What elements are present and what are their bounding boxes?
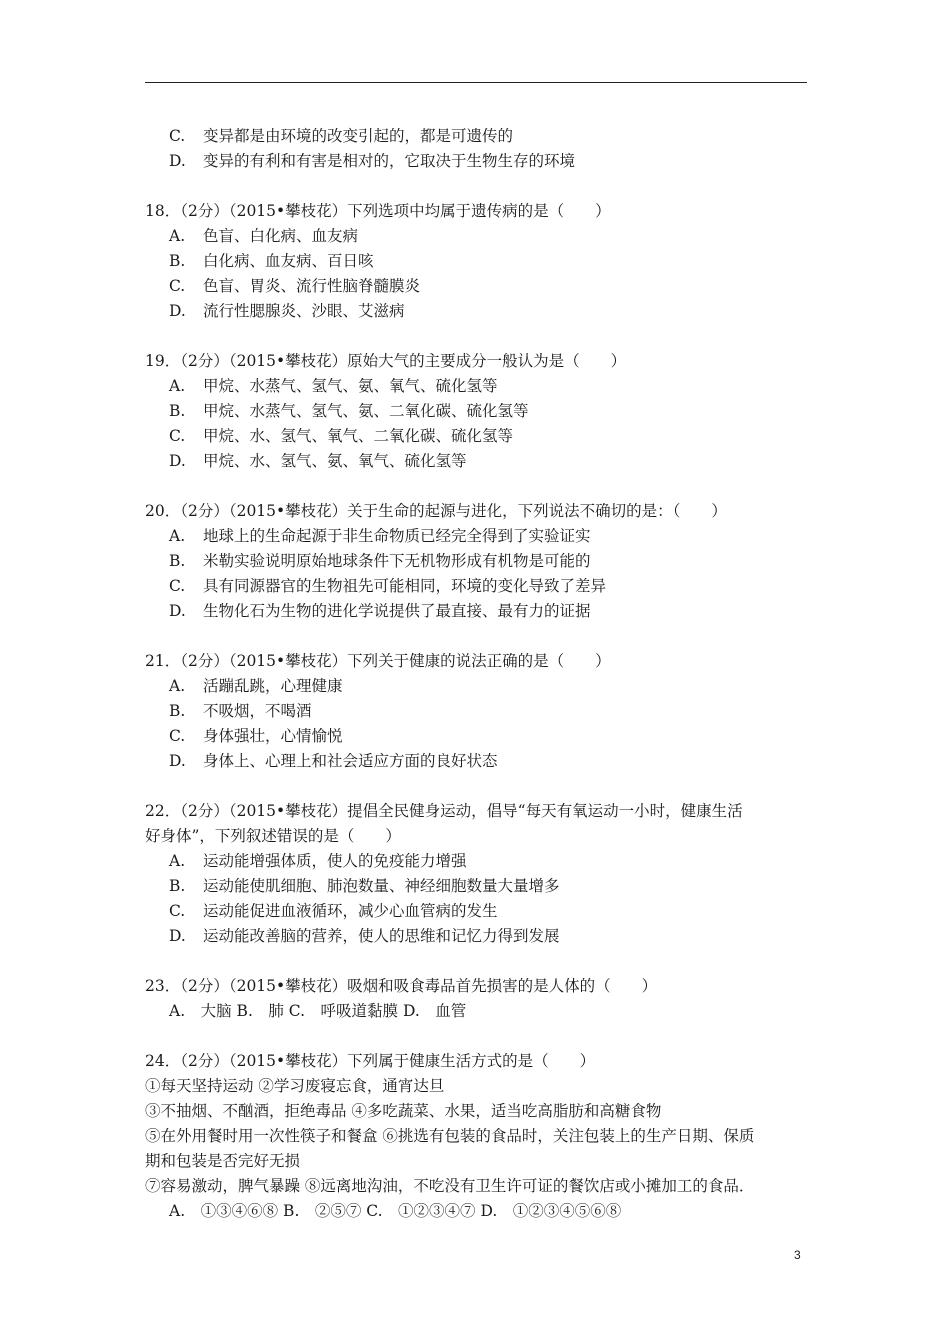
option-label: D.: [169, 452, 186, 470]
option-label: A.: [169, 527, 186, 545]
answer-option: [145, 574, 815, 599]
answer-option: [145, 274, 815, 299]
option-label: D.: [169, 302, 186, 320]
option-text: 色盲、白化病、血友病: [203, 227, 359, 245]
option-label: B.: [169, 552, 186, 570]
question-stem: 23．（2分）（2015•攀枝花）吸烟和吸食毒品首先损害的是人体的（ ）: [145, 977, 658, 995]
option-label: C.: [169, 427, 186, 445]
question-stem: 20．（2分）（2015•攀枝花）关于生命的起源与进化，下列说法不确切的是：（ ）: [145, 502, 727, 520]
answer-option: [145, 249, 815, 274]
question-stem: ⑦容易激动，脾气暴躁 ⑧远离地沟油，不吃没有卫生许可证的餐饮店或小摊加工的食品．: [145, 1177, 755, 1195]
answer-option: [145, 224, 815, 249]
option-text: 地球上的生命起源于非生命物质已经完全得到了实验证实: [203, 527, 591, 545]
option-text: 运动能促进血液循环，减少心血管病的发生: [203, 902, 498, 920]
document-body: [145, 124, 815, 1224]
option-label: B.: [169, 252, 186, 270]
option-text: 米勒实验说明原始地球条件下无机物形成有机物是可能的: [203, 552, 591, 570]
option-label: D.: [169, 927, 186, 945]
option-label: D.: [169, 752, 186, 770]
answer-option: [145, 599, 815, 624]
question-stem: ③不抽烟、不酗酒，拒绝毒品 ④多吃蔬菜、水果，适当吃高脂肪和高糖食物: [145, 1102, 662, 1120]
answer-option: [145, 999, 815, 1024]
option-text: 色盲、胃炎、流行性脑脊髓膜炎: [203, 277, 421, 295]
option-text: 不吸烟，不喝酒: [203, 702, 312, 720]
option-text: 运动能使肌细胞、肺泡数量、神经细胞数量大量增多: [203, 877, 560, 895]
question-block: [145, 499, 815, 624]
option-label: A.: [169, 677, 186, 695]
option-label: C.: [169, 902, 186, 920]
option-label: A.: [169, 377, 186, 395]
option-label: D.: [169, 602, 186, 620]
question-stem: ⑤在外用餐时用一次性筷子和餐盒 ⑥挑选有包装的食品时，关注包装上的生产日期、保质: [145, 1127, 755, 1145]
intro-option-c: C. 变异都是由环境的改变引起的，都是可遗传的: [169, 127, 514, 145]
question-block: [145, 974, 815, 1024]
answer-option: [145, 899, 815, 924]
option-text: 白化病、血友病、百日咳: [203, 252, 374, 270]
answer-option: [145, 749, 815, 774]
option-label: B.: [169, 877, 186, 895]
answer-option: [145, 449, 815, 474]
option-label: B.: [169, 402, 186, 420]
option-text: 甲烷、水蒸气、氢气、氨、二氧化碳、硫化氢等: [203, 402, 529, 420]
option-text: 生物化石为生物的进化学说提供了最直接、最有力的证据: [203, 602, 591, 620]
question-block: [145, 799, 815, 949]
answer-option: [145, 724, 815, 749]
question-stem: 期和包装是否完好无损: [145, 1152, 301, 1170]
question-stem: 22．（2分）（2015•攀枝花）提倡全民健身运动，倡导“每天有氧运动一小时，健康生活: [145, 802, 743, 820]
answer-option: [145, 399, 815, 424]
answer-option: [145, 874, 815, 899]
option-text: 活蹦乱跳，心理健康: [203, 677, 343, 695]
answer-option: [145, 924, 815, 949]
option-label: C.: [169, 277, 186, 295]
question-stem: 21．（2分）（2015•攀枝花）下列关于健康的说法正确的是（ ）: [145, 652, 611, 670]
answer-option: [145, 299, 815, 324]
question-list: [145, 174, 815, 1224]
option-text: 身体强壮，心情愉悦: [203, 727, 343, 745]
question-block: [145, 349, 815, 474]
answer-option: [145, 849, 815, 874]
answer-option: [145, 1199, 815, 1224]
question-block: [145, 649, 815, 774]
option-label: A.: [169, 227, 186, 245]
question-stem: 好身体”，下列叙述错误的是（ ）: [145, 827, 401, 845]
option-label: C.: [169, 727, 186, 745]
intro-option-d: D. 变异的有利和有害是相对的，它取决于生物生存的环境: [169, 152, 576, 170]
question-stem: 19．（2分）（2015•攀枝花）原始大气的主要成分一般认为是（ ）: [145, 352, 627, 370]
answer-option: [145, 674, 815, 699]
option-text: 甲烷、水蒸气、氢气、氨、氧气、硫化氢等: [203, 377, 498, 395]
answer-option: [145, 424, 815, 449]
option-text: 运动能改善脑的营养，使人的思维和记忆力得到发展: [203, 927, 560, 945]
option-text: 身体上、心理上和社会适应方面的良好状态: [203, 752, 498, 770]
option-text: 具有同源器官的生物祖先可能相同，环境的变化导致了差异: [203, 577, 607, 595]
option-label: C.: [169, 577, 186, 595]
option-text: 甲烷、水、氢气、氨、氧气、硫化氢等: [203, 452, 467, 470]
question-block: [145, 1049, 815, 1224]
answer-option: [145, 524, 815, 549]
answer-option: [145, 549, 815, 574]
option-text: 流行性腮腺炎、沙眼、艾滋病: [203, 302, 405, 320]
question-stem: ①每天坚持运动 ②学习废寝忘食，通宵达旦: [145, 1077, 445, 1095]
question-stem: 24．（2分）（2015•攀枝花）下列属于健康生活方式的是（ ）: [145, 1052, 596, 1070]
header-rule: [145, 82, 807, 83]
option-text: A. 大脑 B. 肺 C. 呼吸道黏膜 D. 血管: [169, 1002, 467, 1020]
answer-option: [145, 699, 815, 724]
option-text: 运动能增强体质，使人的免疫能力增强: [203, 852, 467, 870]
option-text: 甲烷、水、氢气、氧气、二氧化碳、硫化氢等: [203, 427, 514, 445]
option-text: A. ①③④⑥⑧ B. ②⑤⑦ C. ①②③④⑦ D. ①②③④⑤⑥⑧: [169, 1202, 622, 1220]
question-block: [145, 199, 815, 324]
answer-option: [145, 374, 815, 399]
question-stem: 18．（2分）（2015•攀枝花）下列选项中均属于遗传病的是（ ）: [145, 202, 611, 220]
option-label: A.: [169, 852, 186, 870]
page-number: 3: [794, 1248, 801, 1262]
option-label: B.: [169, 702, 186, 720]
